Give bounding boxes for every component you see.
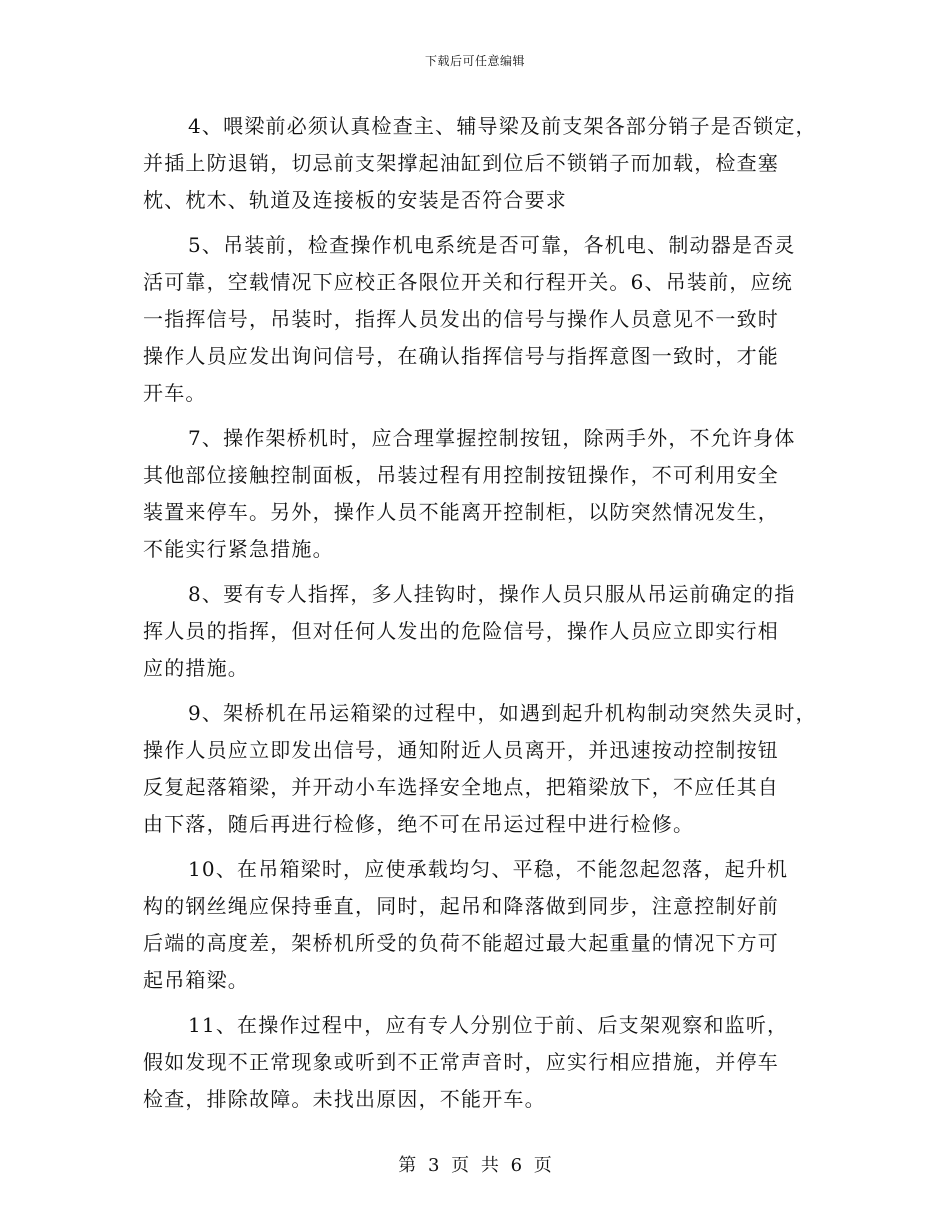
paragraph-line: 起吊箱梁。: [143, 968, 249, 992]
paragraph-line: 其他部位接触控制面板，吊装过程有用控制按钮操作，不可利用安全: [143, 463, 779, 487]
paragraph-line: 4、喂梁前必须认真检查主、辅导梁及前支架各部分销子是否锁定，: [188, 114, 817, 138]
paragraph-line: 假如发现不正常现象或听到不正常声音时，应实行相应措施，并停车: [143, 1050, 779, 1074]
paragraph-line: 并插上防退销，切忌前支架撑起油缸到位后不锁销子而加载，检查塞: [143, 151, 779, 175]
paragraph-line: 操作人员应立即发出信号，通知附近人员离开，并迅速按动控制按钮: [143, 738, 779, 762]
paragraph-line: 由下落，随后再进行检修，绝不可在吊运过程中进行检修。: [143, 812, 695, 836]
paragraph-line: 5、吊装前，检查操作机电系统是否可靠，各机电、制动器是否灵: [188, 233, 796, 257]
paragraph-line: 后端的高度差，架桥机所受的负荷不能超过最大起重量的情况下方可: [143, 931, 779, 955]
page-header: 下载后可任意编辑: [424, 54, 525, 68]
paragraph-line: 检查，排除故障。未找出原因，不能开车。: [143, 1087, 546, 1111]
paragraph-line: 11、在操作过程中，应有专人分别位于前、后支架观察和监听，: [188, 1013, 789, 1037]
paragraph-line: 枕、枕木、轨道及连接板的安装是否符合要求: [143, 188, 567, 212]
paragraph-line: 10、在吊箱梁时，应使承载均匀、平稳，不能忽起忽落，起升机: [188, 857, 789, 881]
paragraph-line: 7、操作架桥机时，应合理掌握控制按钮，除两手外，不允许身体: [188, 426, 796, 450]
paragraph-10: [143, 851, 823, 999]
paragraph-9: [143, 695, 823, 843]
paragraph-line: 8、要有专人指挥，多人挂钩时，操作人员只服从吊运前确定的指: [188, 582, 796, 606]
document-body: [143, 108, 823, 1126]
paragraph-line: 构的钢丝绳应保持垂直，同时，起吊和降落做到同步，注意控制好前: [143, 894, 779, 918]
page-footer: 第 3 页 共 6 页: [398, 1155, 552, 1176]
paragraph-11: [143, 1007, 823, 1118]
paragraph-line: 应的措施。: [143, 656, 249, 680]
paragraph-line: 开车。: [143, 381, 207, 405]
paragraph-line: 9、架桥机在吊运箱梁的过程中，如遇到起升机构制动突然失灵时，: [188, 701, 817, 725]
paragraph-line: 一指挥信号，吊装时，指挥人员发出的信号与操作人员意见不一致时: [143, 307, 779, 331]
paragraph-4: [143, 108, 823, 219]
paragraph-line: 挥人员的指挥，但对任何人发出的危险信号，操作人员应立即实行相: [143, 619, 779, 643]
paragraph-5-6: [143, 227, 823, 412]
paragraph-line: 活可靠，空载情况下应校正各限位开关和行程开关。6、吊装前，应统: [143, 270, 793, 294]
paragraph-line: 操作人员应发出询问信号，在确认指挥信号与指挥意图一致时，才能: [143, 344, 779, 368]
paragraph-line: 反复起落箱梁，并开动小车选择安全地点，把箱梁放下，不应任其自: [143, 775, 779, 799]
paragraph-7: [143, 420, 823, 568]
paragraph-line: 装置来停车。另外，操作人员不能离开控制柜，以防突然情况发生，: [143, 500, 779, 524]
paragraph-line: 不能实行紧急措施。: [143, 537, 334, 561]
paragraph-8: [143, 576, 823, 687]
